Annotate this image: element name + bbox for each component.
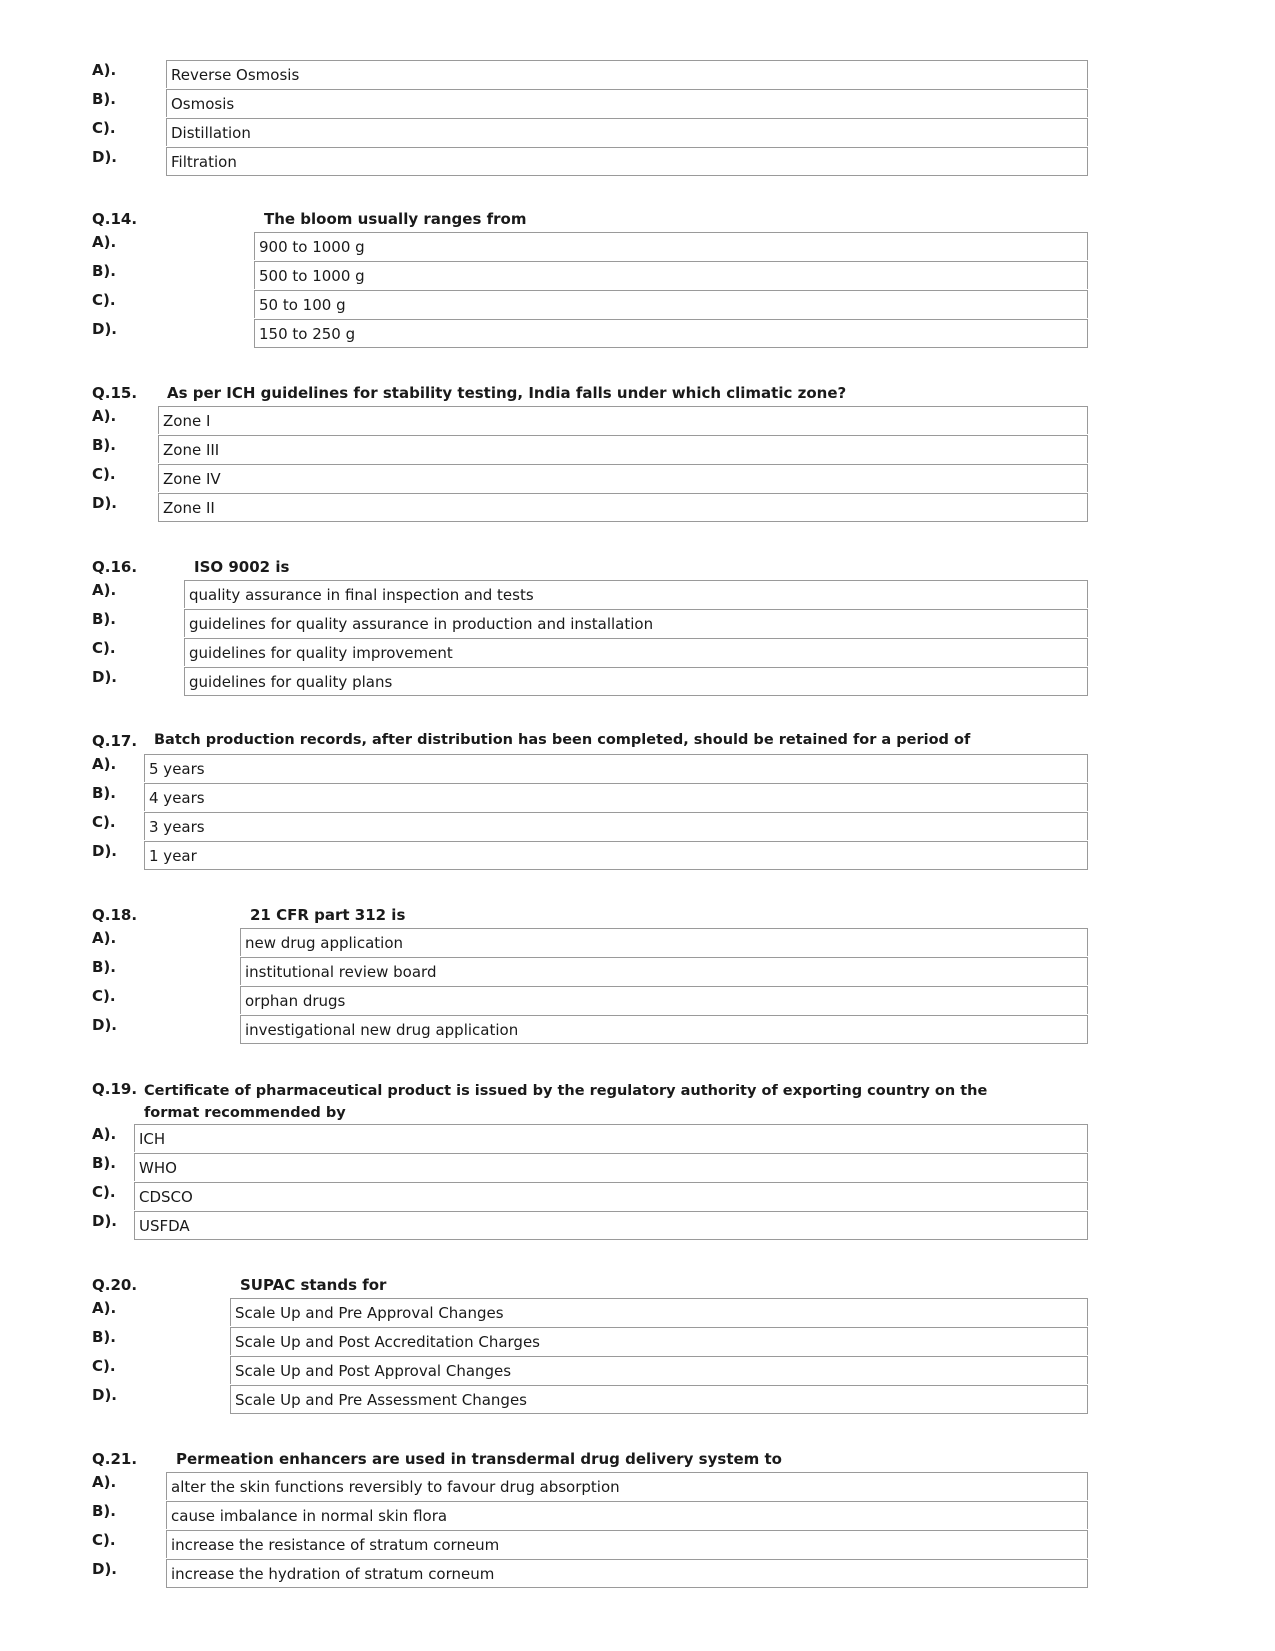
question-text: As per ICH guidelines for stability testing, India falls under which climatic zone?	[167, 384, 847, 402]
option-text: cause imbalance in normal skin flora	[166, 1501, 1088, 1529]
option-row	[92, 1153, 1088, 1182]
option-text: Filtration	[166, 147, 1088, 176]
options-table	[92, 754, 1088, 870]
option-row	[92, 290, 1088, 319]
option-text: institutional review board	[240, 957, 1088, 985]
option-label: A).	[92, 233, 117, 251]
option-row	[92, 638, 1088, 667]
question-block-16	[92, 558, 1088, 696]
option-label: B).	[92, 1154, 116, 1172]
option-text: guidelines for quality plans	[184, 667, 1088, 696]
options-table	[92, 928, 1088, 1044]
question-block-18	[92, 906, 1088, 1044]
option-text: Scale Up and Post Approval Changes	[230, 1356, 1088, 1384]
option-label: C).	[92, 465, 116, 483]
option-row	[92, 1124, 1088, 1153]
option-text: new drug application	[240, 928, 1088, 956]
option-text: WHO	[134, 1153, 1088, 1181]
option-label: D).	[92, 1386, 118, 1404]
option-row	[92, 493, 1088, 522]
question-number: Q.15.	[92, 384, 138, 402]
option-row	[92, 1501, 1088, 1530]
options-table	[92, 232, 1088, 348]
question-number: Q.18.	[92, 906, 138, 924]
question-text: ISO 9002 is	[194, 558, 290, 576]
options-table	[92, 60, 1088, 176]
option-row	[92, 1472, 1088, 1501]
option-label: A).	[92, 755, 117, 773]
question-header	[92, 906, 1088, 928]
question-number: Q.17.	[92, 732, 138, 750]
option-text: Zone I	[158, 406, 1088, 434]
question-header	[92, 558, 1088, 580]
option-label: B).	[92, 1328, 116, 1346]
option-row	[92, 232, 1088, 261]
option-label: B).	[92, 262, 116, 280]
option-label: B).	[92, 90, 116, 108]
option-text: ICH	[134, 1124, 1088, 1152]
option-text: Osmosis	[166, 89, 1088, 117]
option-label: C).	[92, 1183, 116, 1201]
option-row	[92, 1182, 1088, 1211]
question-header	[92, 1276, 1088, 1298]
option-text: Zone III	[158, 435, 1088, 463]
option-row	[92, 841, 1088, 870]
option-text: Scale Up and Pre Assessment Changes	[230, 1385, 1088, 1414]
option-row	[92, 986, 1088, 1015]
option-row	[92, 464, 1088, 493]
option-text: 900 to 1000 g	[254, 232, 1088, 260]
option-label: B).	[92, 1502, 116, 1520]
option-label: D).	[92, 148, 118, 166]
question-number: Q.16.	[92, 558, 138, 576]
option-row	[92, 667, 1088, 696]
question-number: Q.14.	[92, 210, 138, 228]
option-text: orphan drugs	[240, 986, 1088, 1014]
option-row	[92, 754, 1088, 783]
question-header	[92, 210, 1088, 232]
option-text: Zone IV	[158, 464, 1088, 492]
option-text: guidelines for quality improvement	[184, 638, 1088, 666]
option-row	[92, 1015, 1088, 1044]
question-number: Q.21.	[92, 1450, 138, 1468]
option-label: B).	[92, 610, 116, 628]
option-label: D).	[92, 320, 118, 338]
option-label: A).	[92, 1299, 117, 1317]
option-label: C).	[92, 639, 116, 657]
option-row	[92, 783, 1088, 812]
question-block-14	[92, 210, 1088, 348]
question-text: The bloom usually ranges from	[264, 210, 527, 228]
option-text: Reverse Osmosis	[166, 60, 1088, 88]
question-block-13	[92, 60, 1088, 176]
options-table	[92, 406, 1088, 522]
question-text: 21 CFR part 312 is	[250, 906, 406, 924]
option-text: 3 years	[144, 812, 1088, 840]
option-label: C).	[92, 291, 116, 309]
option-label: A).	[92, 581, 117, 599]
option-row	[92, 1327, 1088, 1356]
option-label: A).	[92, 407, 117, 425]
option-text: 150 to 250 g	[254, 319, 1088, 348]
question-text: Permeation enhancers are used in transdermal drug delivery system to	[176, 1450, 782, 1468]
option-label: D).	[92, 1212, 118, 1230]
question-number: Q.20.	[92, 1276, 138, 1294]
option-text: Scale Up and Pre Approval Changes	[230, 1298, 1088, 1326]
option-text: increase the hydration of stratum corneum	[166, 1559, 1088, 1588]
option-label: B).	[92, 436, 116, 454]
option-text: 500 to 1000 g	[254, 261, 1088, 289]
question-text: Batch production records, after distribution has been completed, should be retained for a period of	[154, 732, 971, 748]
option-text: quality assurance in final inspection and tests	[184, 580, 1088, 608]
option-row	[92, 580, 1088, 609]
option-row	[92, 89, 1088, 118]
question-block-15	[92, 384, 1088, 522]
options-table	[92, 1124, 1088, 1240]
option-row	[92, 60, 1088, 89]
option-label: D).	[92, 842, 118, 860]
option-label: C).	[92, 1531, 116, 1549]
option-label: A).	[92, 1473, 117, 1491]
option-row	[92, 1559, 1088, 1588]
option-row	[92, 928, 1088, 957]
option-label: D).	[92, 1560, 118, 1578]
option-row	[92, 609, 1088, 638]
option-label: A).	[92, 61, 117, 79]
options-table	[92, 580, 1088, 696]
option-label: B).	[92, 784, 116, 802]
question-block-19	[92, 1080, 1088, 1240]
options-table	[92, 1472, 1088, 1588]
option-text: Distillation	[166, 118, 1088, 146]
option-row	[92, 118, 1088, 147]
option-text: CDSCO	[134, 1182, 1088, 1210]
question-block-21	[92, 1450, 1088, 1588]
option-label: A).	[92, 929, 117, 947]
option-row	[92, 812, 1088, 841]
question-text: Certificate of pharmaceutical product is issued by the regulatory authority of exporting country on the format recommended by	[144, 1083, 988, 1121]
option-text: USFDA	[134, 1211, 1088, 1240]
option-row	[92, 147, 1088, 176]
option-text: Zone II	[158, 493, 1088, 522]
option-label: A).	[92, 1125, 117, 1143]
option-row	[92, 1298, 1088, 1327]
question-number: Q.19.	[92, 1080, 138, 1098]
option-row	[92, 1385, 1088, 1414]
option-row	[92, 1211, 1088, 1240]
options-table	[92, 1298, 1088, 1414]
option-text: increase the resistance of stratum corneum	[166, 1530, 1088, 1558]
question-block-17	[92, 732, 1088, 870]
option-label: C).	[92, 1357, 116, 1375]
question-header	[92, 732, 1088, 754]
option-label: B).	[92, 958, 116, 976]
option-text: 1 year	[144, 841, 1088, 870]
option-label: D).	[92, 1016, 118, 1034]
option-text: 5 years	[144, 754, 1088, 782]
option-row	[92, 319, 1088, 348]
option-row	[92, 1356, 1088, 1385]
option-text: alter the skin functions reversibly to favour drug absorption	[166, 1472, 1088, 1500]
question-header	[92, 1080, 1088, 1124]
option-text: investigational new drug application	[240, 1015, 1088, 1044]
question-header	[92, 384, 1088, 406]
question-header	[92, 1450, 1088, 1472]
option-text: guidelines for quality assurance in production and installation	[184, 609, 1088, 637]
option-row	[92, 1530, 1088, 1559]
option-label: C).	[92, 987, 116, 1005]
question-text: SUPAC stands for	[240, 1276, 387, 1294]
option-text: Scale Up and Post Accreditation Charges	[230, 1327, 1088, 1355]
option-label: C).	[92, 813, 116, 831]
question-block-20	[92, 1276, 1088, 1414]
option-label: D).	[92, 668, 118, 686]
option-row	[92, 957, 1088, 986]
option-row	[92, 435, 1088, 464]
option-text: 4 years	[144, 783, 1088, 811]
option-text: 50 to 100 g	[254, 290, 1088, 318]
option-label: C).	[92, 119, 116, 137]
option-label: D).	[92, 494, 118, 512]
option-row	[92, 406, 1088, 435]
option-row	[92, 261, 1088, 290]
